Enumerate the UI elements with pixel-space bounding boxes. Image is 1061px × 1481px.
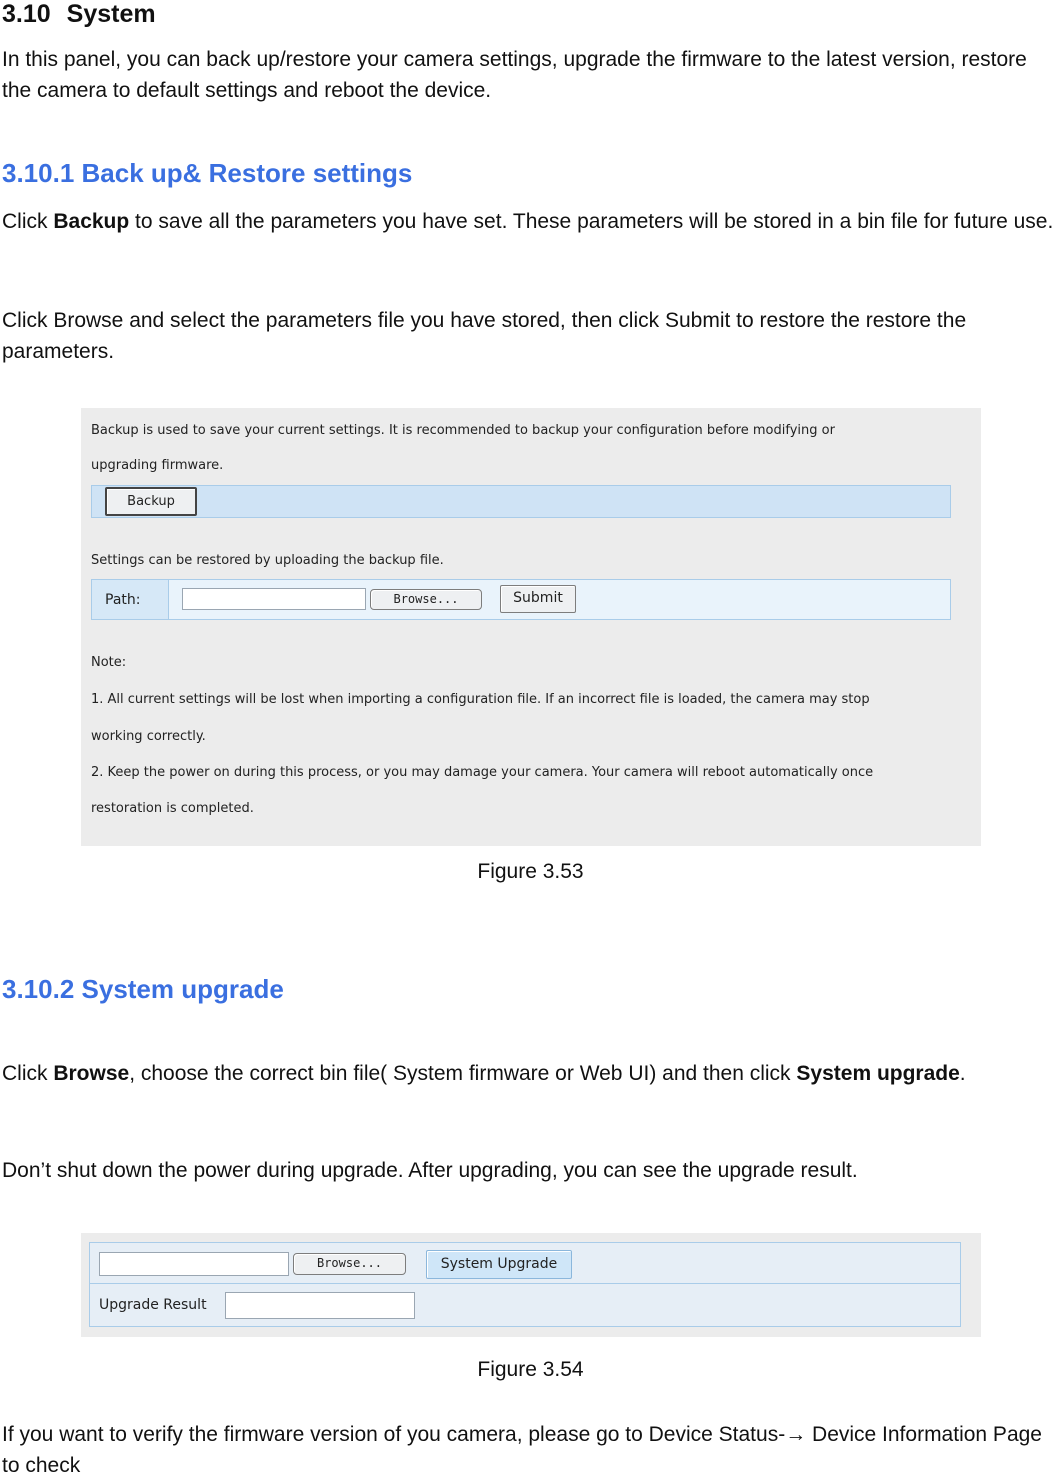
note1-line1: 1. All current settings will be lost when importing a configuration file. If an incorrect file is loaded, the camera may stop [91, 692, 870, 707]
arrow-icon: → [785, 1423, 807, 1446]
system-upgrade-figure [81, 1233, 981, 1337]
text-run: If you want to verify the firmware version of you camera, please go to Device Status- [2, 1423, 786, 1446]
subsection-heading-backup: 3.10.1 Back up& Restore settings [2, 158, 413, 188]
text-run: Click [2, 210, 54, 233]
backup-paragraph [2, 206, 1058, 237]
note2-line1: 2. Keep the power on during this process, or you may damage your camera. Your camera will reboot automatically once [91, 765, 874, 780]
browse-button[interactable]: Browse... [293, 1253, 406, 1275]
text-run: , choose the correct bin file( System firmware or Web UI) and then click [129, 1062, 797, 1085]
subsection-heading-upgrade: 3.10.2 System upgrade [2, 974, 284, 1004]
note2-line2: restoration is completed. [91, 801, 254, 816]
upgrade-result-label: Upgrade Result [99, 1297, 207, 1313]
text-run: . [959, 1062, 966, 1085]
text-run: to save all the parameters you have set. These parameters will be stored in a bin file for future use. [129, 210, 1054, 233]
figure-caption-3-53: Figure 3.53 [477, 860, 584, 883]
system-upgrade-button[interactable]: System Upgrade [426, 1250, 572, 1279]
table-divider [90, 1283, 960, 1284]
upgrade-result-field [225, 1292, 415, 1319]
section-heading [2, 0, 156, 29]
bold-backup: Backup [53, 210, 130, 233]
backup-row [91, 485, 951, 518]
submit-button[interactable]: Submit [500, 585, 576, 613]
restore-paragraph: Click Browse and select the parameters file you have stored, then click Submit to restore the restore the parameters. [2, 309, 967, 363]
backup-restore-figure [81, 408, 981, 846]
browse-button[interactable]: Browse... [370, 589, 482, 610]
upgrade-warning-paragraph: Don’t shut down the power during upgrade. After upgrading, you can see the upgrade result. [2, 1159, 858, 1182]
figure-caption-3-54: Figure 3.54 [477, 1358, 584, 1381]
restore-description: Settings can be restored by uploading the backup file. [91, 553, 444, 568]
text-run: Click [2, 1062, 54, 1085]
text-run: Device Information Page to check [2, 1423, 1042, 1477]
path-input[interactable] [182, 588, 366, 610]
backup-button[interactable]: Backup [105, 487, 197, 516]
closing-paragraph [2, 1419, 1058, 1481]
section-number: 3.10 [2, 0, 51, 28]
note-title: Note: [91, 655, 127, 670]
path-label: Path: [105, 592, 141, 608]
backup-description-line1: Backup is used to save your current settings. It is recommended to backup your configuration before modifying or [91, 423, 835, 438]
backup-description-line2: upgrading firmware. [91, 458, 224, 473]
intro-paragraph: In this panel, you can back up/restore your camera settings, upgrade the firmware to the latest version, restore the camera to default settings and reboot the device. [2, 48, 1027, 102]
bold-browse: Browse [53, 1062, 130, 1085]
bold-system-upgrade: System upgrade [796, 1062, 960, 1085]
note1-line2: working correctly. [91, 729, 206, 744]
firmware-file-input[interactable] [99, 1252, 289, 1276]
section-title: System [66, 0, 156, 28]
upgrade-paragraph [2, 1058, 1058, 1089]
